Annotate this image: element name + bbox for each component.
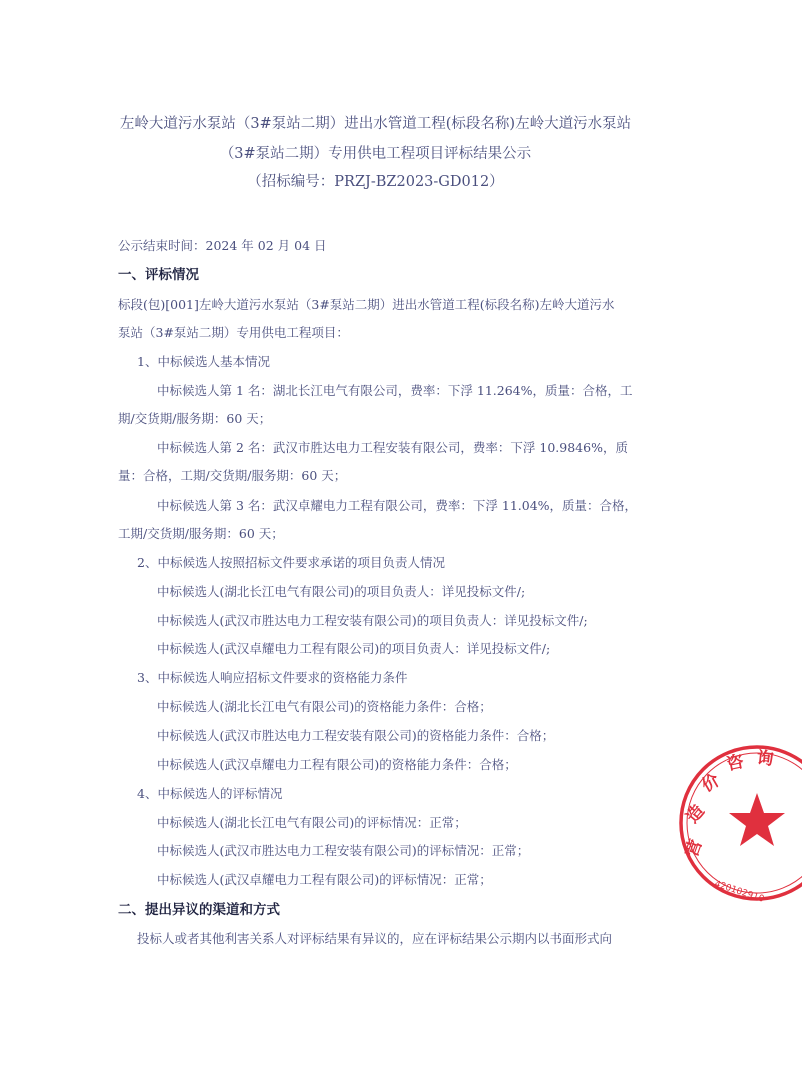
candidate-3-line-1: 中标候选人第 3 名：武汉卓耀电力工程有限公司，费率：下浮 11.04%，质量：合格， xyxy=(157,498,638,513)
seal-number: 420102910 xyxy=(713,879,766,905)
sub-1-heading: 1、中标候选人基本情况 xyxy=(137,354,270,369)
seal-char: 询 xyxy=(755,748,775,770)
qualification-item: 中标候选人(湖北长江电气有限公司)的资格能力条件：合格； xyxy=(157,699,492,714)
sub-4-heading: 4、中标候选人的评标情况 xyxy=(137,786,283,801)
candidate-2-line-2: 量：合格，工期/交货期/服务期：60 天； xyxy=(118,468,347,483)
project-leader-item: 中标候选人(湖北长江电气有限公司)的项目负责人：详见投标文件/; xyxy=(157,584,526,599)
seal-char: 造 xyxy=(682,801,709,828)
section-1-heading: 一、评标情况 xyxy=(118,267,199,283)
tender-code: （招标编号：PRZJ-BZ2023-GD012） xyxy=(247,174,504,190)
seal-char: 营 xyxy=(681,836,707,860)
section-2-heading: 二、提出异议的渠道和方式 xyxy=(118,902,280,918)
evaluation-item: 中标候选人(湖北长江电气有限公司)的评标情况：正常； xyxy=(157,815,467,830)
candidate-1-line-2: 期/交货期/服务期：60 天； xyxy=(118,411,272,426)
qualification-item: 中标候选人(武汉市胜达电力工程安装有限公司)的资格能力条件：合格； xyxy=(157,728,555,743)
seal-star-icon xyxy=(729,793,785,846)
evaluation-item: 中标候选人(武汉卓耀电力工程有限公司)的评标情况：正常； xyxy=(157,872,492,887)
company-seal xyxy=(672,738,802,908)
section-2-text: 投标人或者其他利害关系人对评标结果有异议的，应在评标结果公示期内以书面形式向 xyxy=(137,931,613,946)
section-1-intro-line-2: 泵站（3#泵站二期）专用供电工程项目： xyxy=(118,325,349,340)
candidate-2-line-1: 中标候选人第 2 名：武汉市胜达电力工程安装有限公司，费率：下浮 10.9846%，质 xyxy=(157,440,628,455)
seal-char: 咨 xyxy=(724,751,746,775)
title-line-1: 左岭大道污水泵站（3#泵站二期）进出水管道工程(标段名称)左岭大道污水泵站 xyxy=(119,116,632,132)
qualification-item: 中标候选人(武汉卓耀电力工程有限公司)的资格能力条件：合格； xyxy=(157,757,517,772)
sub-3-heading: 3、中标候选人响应招标文件要求的资格能力条件 xyxy=(137,670,408,685)
title-line-2: （3#泵站二期）专用供电工程项目评标结果公示 xyxy=(219,146,532,162)
publicity-end-time: 公示结束时间：2024 年 02 月 04 日 xyxy=(118,238,327,253)
evaluation-item: 中标候选人(武汉市胜达电力工程安装有限公司)的评标情况：正常； xyxy=(157,843,530,858)
candidate-1-line-1: 中标候选人第 1 名：湖北长江电气有限公司，费率：下浮 11.264%，质量：合格，工 xyxy=(157,383,633,398)
project-leader-item: 中标候选人(武汉卓耀电力工程有限公司)的项目负责人：详见投标文件/; xyxy=(157,641,551,656)
seal-char: 价 xyxy=(698,770,724,797)
candidate-3-line-2: 工期/交货期/服务期：60 天； xyxy=(118,526,284,541)
project-leader-item: 中标候选人(武汉市胜达电力工程安装有限公司)的项目负责人：详见投标文件/; xyxy=(157,613,588,628)
section-1-intro-line-1: 标段(包)[001]左岭大道污水泵站（3#泵站二期）进出水管道工程(标段名称)左岭大道污水 xyxy=(118,297,615,312)
sub-2-heading: 2、中标候选人按照招标文件要求承诺的项目负责人情况 xyxy=(137,555,445,570)
